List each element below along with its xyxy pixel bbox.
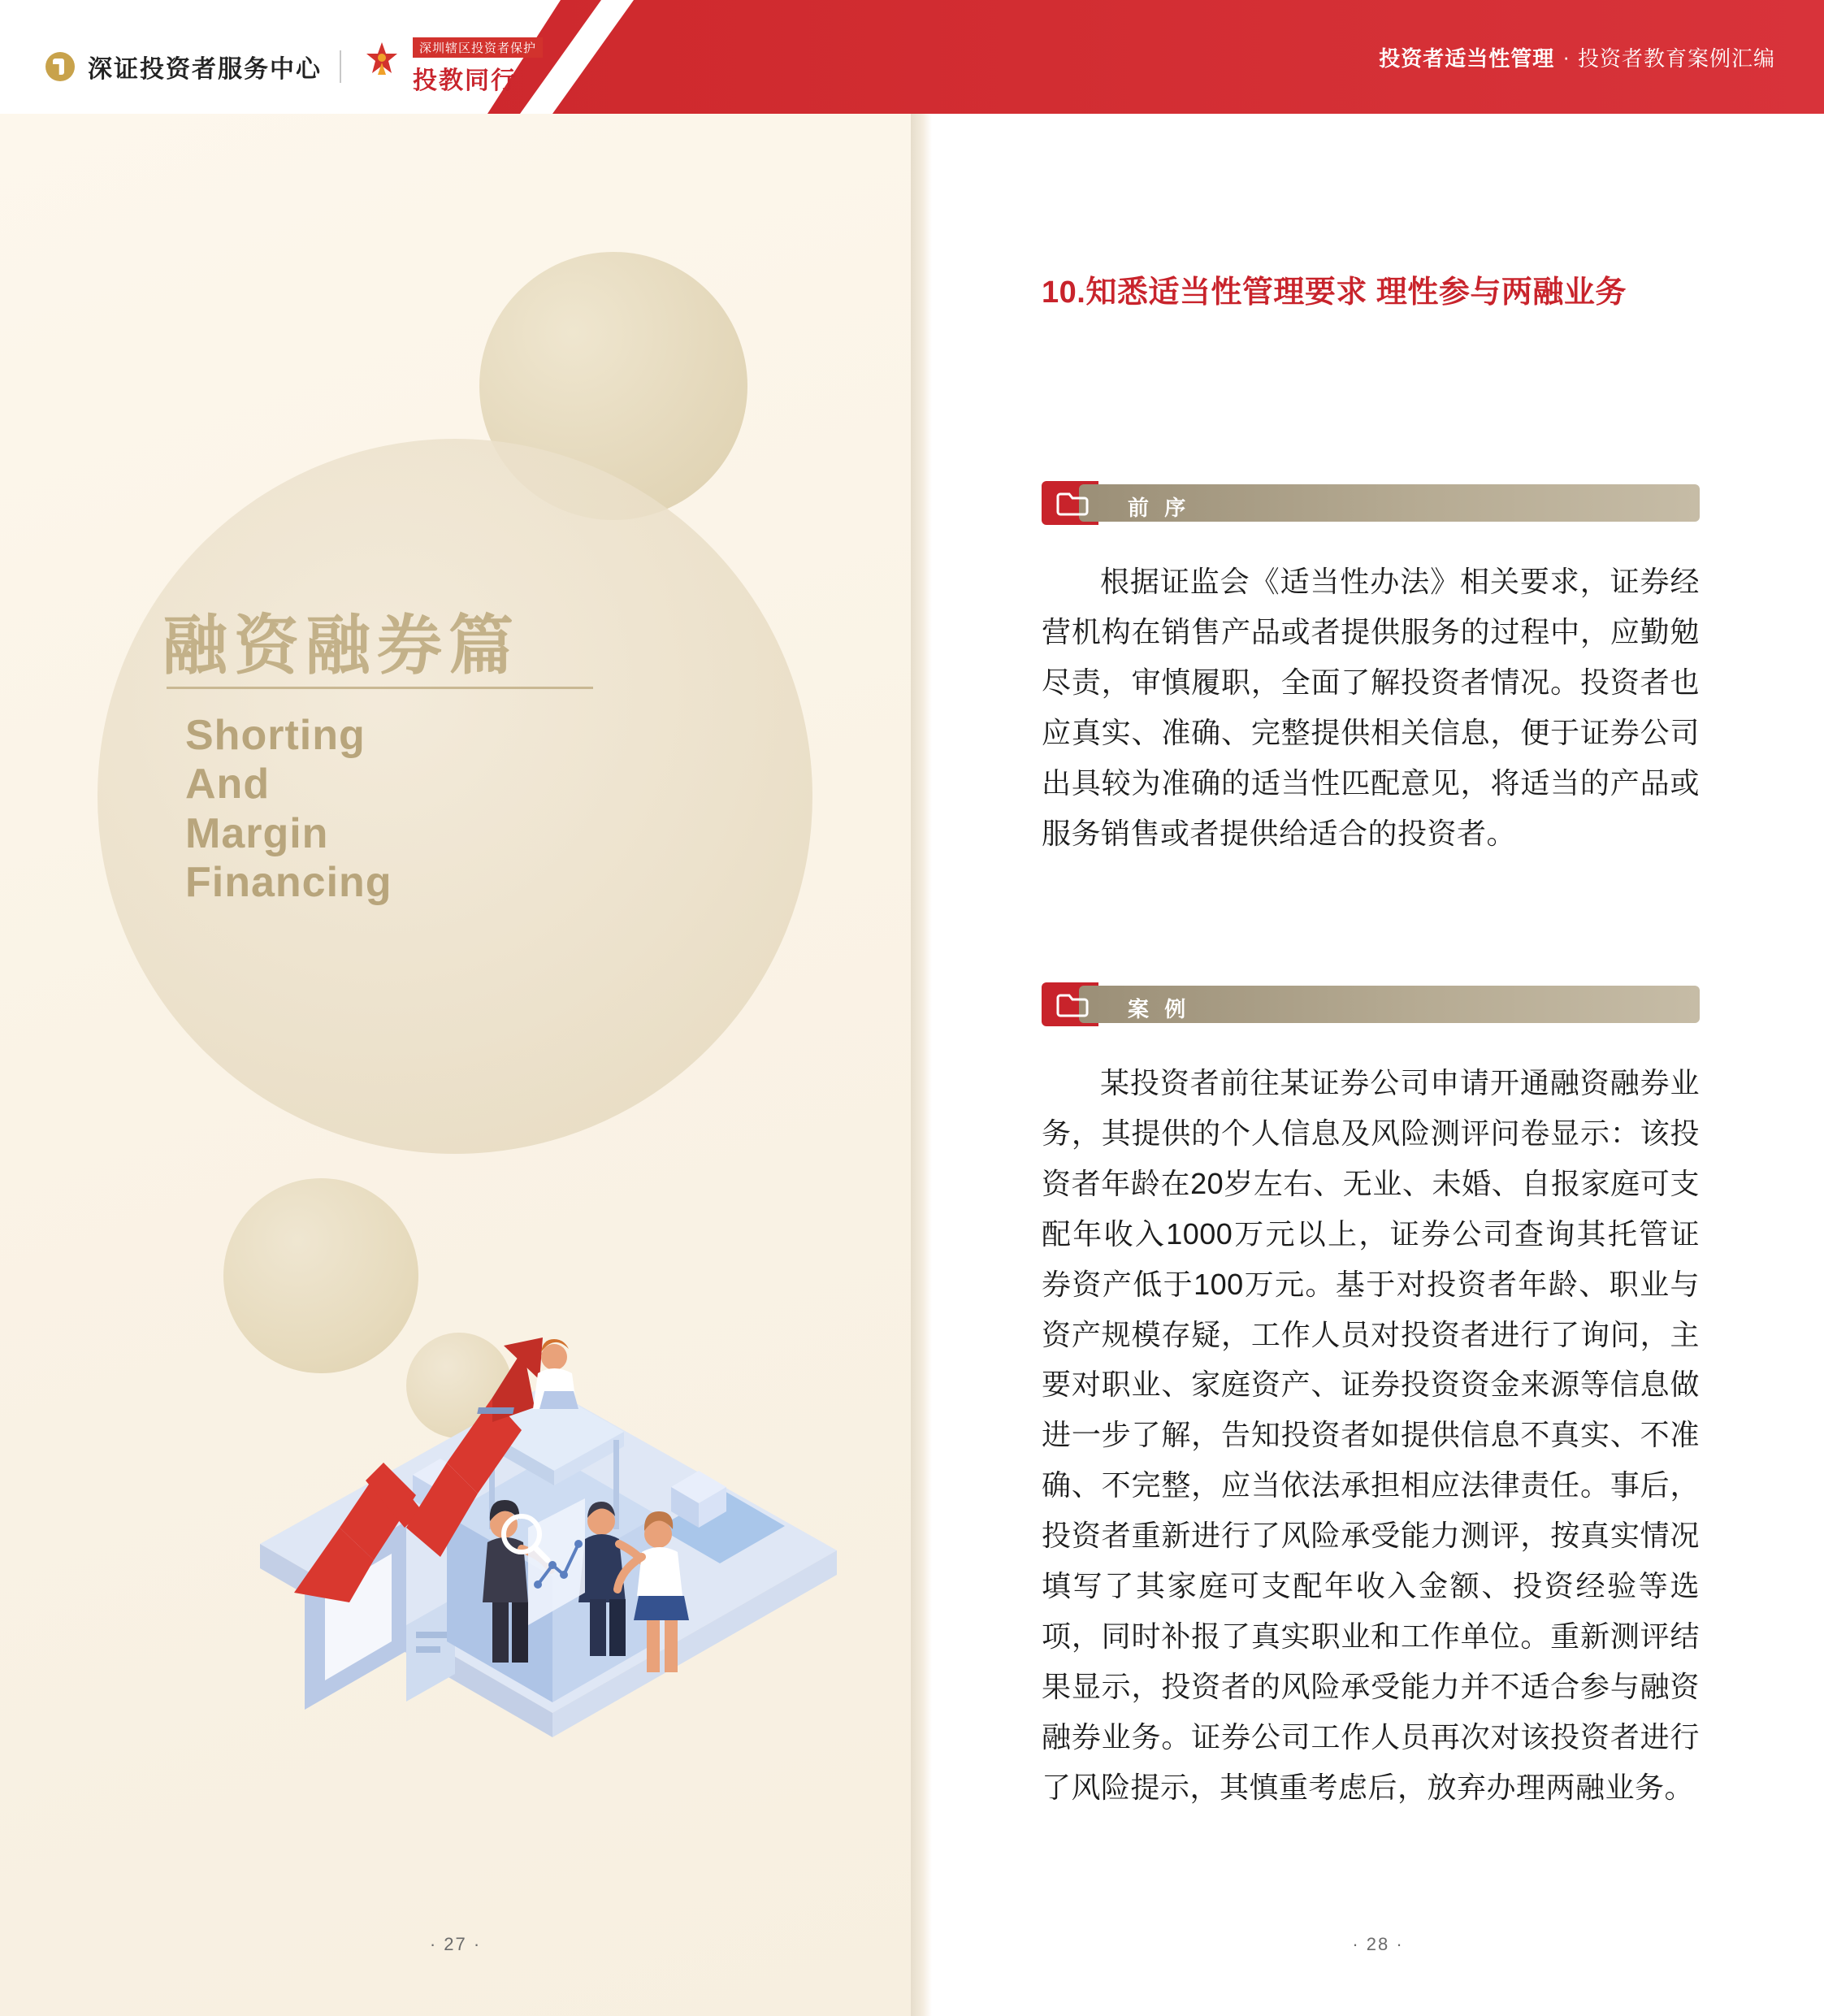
preface-paragraph: 根据证监会《适当性办法》相关要求，证券经营机构在销售产品或者提供服务的过程中，应勤勉尽责，审慎履职，全面了解投资者情况。投资者也应真实、准确、完整提供相关信息，便于证券公司出具较为准确的适当性匹配意见，将适当的产品或服务销售或者提供给适合的投资者。 xyxy=(1042,565,1700,850)
section-tag-case xyxy=(1042,982,1700,1026)
section-title-english-line: Margin xyxy=(185,809,329,857)
section-title-chinese: 融资融券篇 xyxy=(162,609,520,682)
left-page xyxy=(0,114,911,2016)
shenzhen-logo-icon xyxy=(45,52,75,81)
section-title-english-line: Shorting xyxy=(185,712,366,759)
brand-divider xyxy=(340,50,341,83)
tag-label-case: 案 例 xyxy=(1128,997,1191,1021)
right-page xyxy=(932,114,1824,2016)
page-number-right: · 28 · xyxy=(1352,1934,1404,1954)
case-paragraph: 某投资者前往某证券公司申请开通融资融券业务，其提供的个人信息及风险测评问卷显示：该投资者年龄在20岁左右、无业、未婚、自报家庭可支配年收入1000万元以上，证券公司查询其托管证券资产低于100万元。基于对投资者年龄、职业与资产规模存疑，工作人员对投资者进行了询问，主要对职业、家庭资产、证券投资资金来源等信息做进一步了解，告知投资者如提供信息不真实、不准确、不完整，应当依法承担相应法律责任。事后，投资者重新进行了风险承受能力测评，按真实情况填写了其家庭可支配年收入金额、投资经验等选项，同时补报了真实职业和工作单位。重新测评结果显示，投资者的风险承受能力并不适合参与融资融券业务。证券公司工作人员再次对该投资者进行了风险提示，其慎重考虑后，放弃办理两融业务。 xyxy=(1042,1066,1700,1804)
section-title-english-line: And xyxy=(185,761,271,809)
section-title-english xyxy=(185,711,392,907)
investor-education-mark xyxy=(359,37,543,96)
page-fold-shadow xyxy=(911,114,932,2016)
brand-name: 深证投资者服务中心 xyxy=(88,56,322,83)
header-separator: · xyxy=(1562,44,1570,69)
margin-financing-illustration xyxy=(203,1105,877,1788)
tag-label-preface: 前 序 xyxy=(1128,496,1191,520)
header-title-group xyxy=(1379,0,1775,114)
section-title-rule xyxy=(167,687,593,689)
header-subtitle: 投资者教育案例汇编 xyxy=(1577,46,1775,71)
mark-main-label: 投教同行 xyxy=(413,67,517,94)
page-header xyxy=(0,0,1824,114)
brand-block xyxy=(45,41,543,94)
star-person-icon xyxy=(359,39,405,83)
folder-icon xyxy=(1056,993,1089,1017)
folder-icon xyxy=(1056,492,1089,516)
header-title: 投资者适当性管理 xyxy=(1379,46,1555,71)
section-tag-preface xyxy=(1042,481,1700,525)
article-title: 10.知悉适当性管理要求 理性参与两融业务 xyxy=(1042,275,1627,310)
mark-top-label: 深圳辖区投资者保护 xyxy=(413,37,543,58)
section-title-english-line: Financing xyxy=(185,858,392,906)
page-number-left: · 27 · xyxy=(429,1934,482,1954)
